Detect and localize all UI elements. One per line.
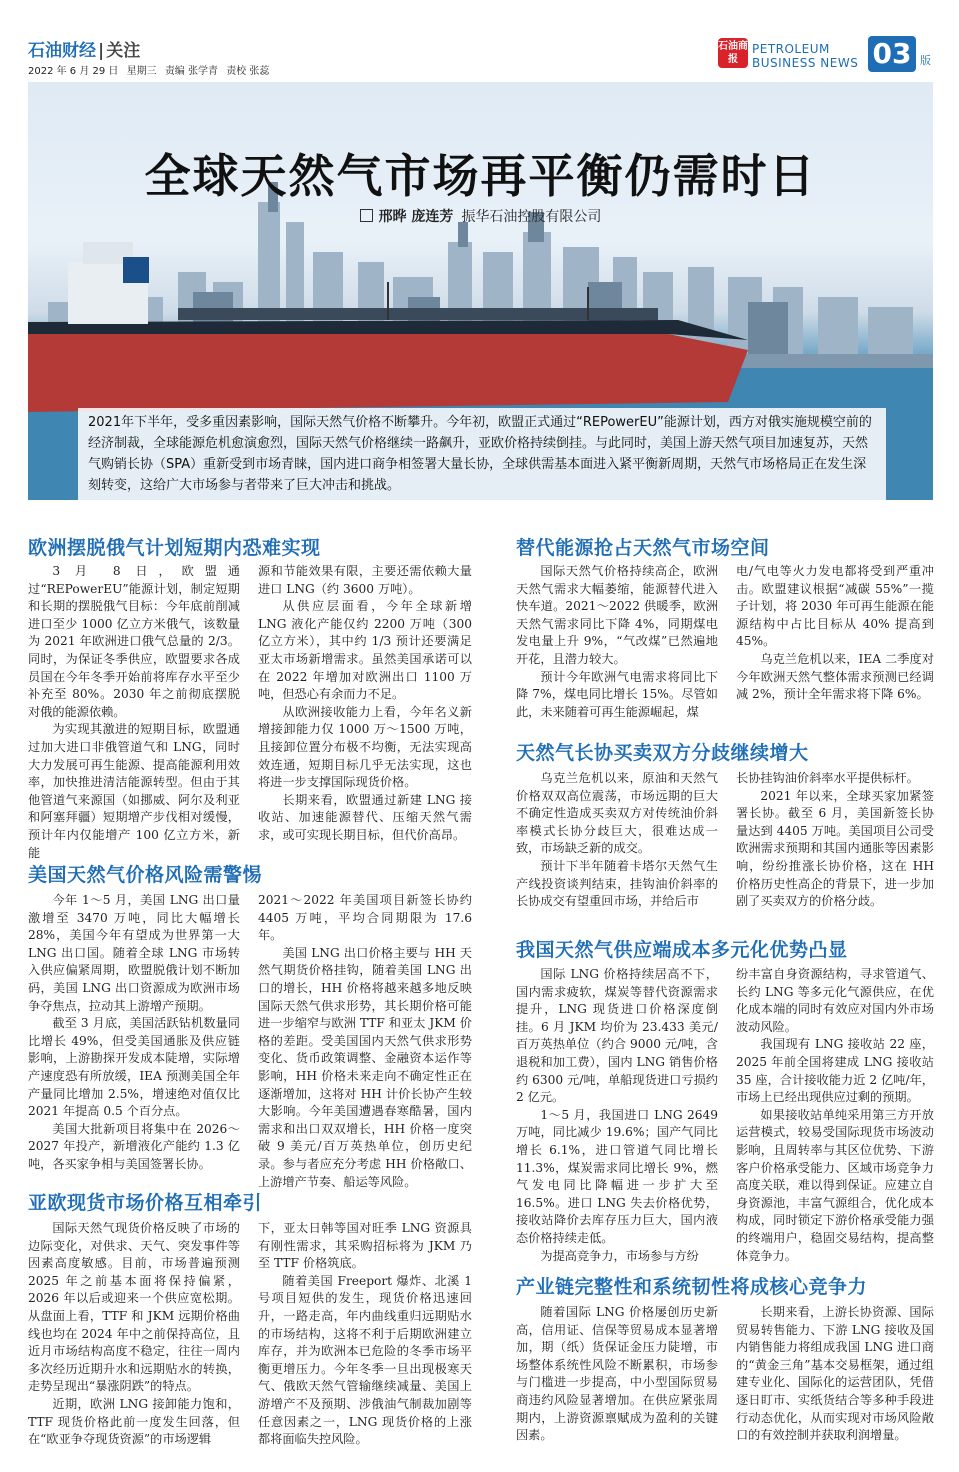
article-title: 全球天然气市场再平衡仍需时日 xyxy=(144,149,817,203)
paragraph: 随着国际 LNG 价格屡创历史新高，信用证、信保等贸易成本显著增加，期（纸）货保证金压力陡增，市场整体系统性风险不断累积，市场参与门槛进一步提高，中小型国际贸易商违约风险显著增加。在供应紧张周期内，上游资源禀赋成为盈利的关键因素。 xyxy=(516,1305,718,1443)
section-industry-chain-col2 xyxy=(736,1304,934,1445)
paragraph: 长协挂钩油价斜率水平提供标杆。 xyxy=(736,771,919,785)
paragraph: 美国大批新项目将集中在 2026～2027 年投产，新增液化产能约 1.3 亿吨，各买家争相与美国签署长协。 xyxy=(28,1121,240,1171)
section-substitution-col2 xyxy=(736,563,934,704)
section-spot-col2 xyxy=(258,1220,472,1449)
byline xyxy=(28,206,933,226)
paragraph: 2021～2022 年美国项目新签长协约 4405 万吨，平均合同期限为 17.6 年。 xyxy=(258,893,472,943)
lng-tanker xyxy=(28,242,748,412)
byline-box-icon xyxy=(360,209,373,222)
section-title-spot: 亚欧现货市场价格互相牵引 xyxy=(28,1192,263,1214)
section-title-us: 美国天然气价格风险需警惕 xyxy=(28,864,263,886)
section-contracts-col2 xyxy=(736,770,934,911)
paragraph: 截至 3 月底，美国活跃钻机数量同比增长 49%，但受美国通胀及供应链影响，上游勘探开发成本陡增，实际增产速度恐有所放缓，IEA 预测美国全年产量同比增加 2.5%，增速绝对值仅比 2021 年提高 0.5 个百分点。 xyxy=(28,1016,240,1119)
paragraph: 纷丰富自身资源结构，寻求管道气、长约 LNG 等多元化气源供应，在优化成本端的同时有效应对国内外市场波动风险。 xyxy=(736,967,934,1034)
paragraph: 源和节能效果有限，主要还需依赖大量进口 LNG（约 3600 万吨）。 xyxy=(258,564,472,596)
paragraph: 长期来看，欧盟通过新建 LNG 接收站、加速能源替代、压缩天然气需求，或可实现长期目标，但代价高昂。 xyxy=(258,792,472,842)
proofreader: 责校 张蕊 xyxy=(226,66,270,77)
paragraph: 如果接收站单纯采用第三方开放运营模式，较易受国际现货市场波动影响，且周转率与其区位优势、下游客户价格承受能力、区域市场竞争力高度关联，难以得到保证。应建立自身资源池，丰富气源组合，优化成本构成，同时锁定下游价格承受能力强的终端用户，稳固交易结构，提高整体竞争力。 xyxy=(736,1107,934,1263)
paragraph: 从供应层面看，今年全球新增 LNG 液化产能仅约 2200 万吨（300 亿立方米），其中约 1/3 预计还要满足亚太市场新增需求。虽然美国承诺可以在 2022 年增加对欧洲出口 1100 万吨，但恐心有余而力不足。 xyxy=(258,599,472,702)
page-suffix: 版 xyxy=(920,54,931,67)
section-label: 石油财经 | 关注 xyxy=(28,41,141,61)
section-china-supply-col2 xyxy=(736,966,934,1265)
paragraph: 国际天然气现货价格反映了市场的边际变化，对供求、天气、突发事件等因素高度敏感。目前，市场普遍预测 2025 年之前基本面将保持偏紧，2026 年以后或迎来一个供应宽松期。从盘面上看，TTF 和 JKM 远期价格曲线也均在 2024 年中之前保持高位，且近月市场结构高度不稳定，往往一周内多次经历近期升水和远期贴水的转换，走势呈现出“暴涨阴跌”的特点。 xyxy=(28,1221,240,1394)
newspaper-logo: 石油商报 xyxy=(718,38,748,68)
editor: 责编 张学青 xyxy=(164,66,218,77)
section-substitution-col1 xyxy=(516,563,718,721)
section-title-contracts: 天然气长协买卖双方分歧继续增大 xyxy=(516,742,809,764)
paragraph: 美国 LNG 出口价格主要与 HH 天然气期货价格挂钩，随着美国 LNG 出口的增长，HH 价格将越来越多地反映国际天然气供求形势，其长期价格可能进一步缩窄与欧洲 TTF 和亚太 JKM 价格的差距。受美国国内天然气供求形势变化、货币政策调整、金融资本运作等影响，HH 价格未来走向不确定性正在逐渐增加，这将对 HH 计价长协产生较大影响。今年美国遭遇春寒酷暑，国内需求和出口双双增长，HH 价格一度突破 9 美元/百万英热单位，创历史纪录。参与者应充分考虑 HH 价格敞口、上游增产节奏、船运等风险。 xyxy=(258,945,472,1189)
paragraph: 从欧洲接收能力上看，今年名义新增接卸能力仅 1000 万～1500 万吨，且接卸位置分布极不均衡，无法实现高效连通，短期目标几乎无法实现，这也将进一步支撑国际现货价格。 xyxy=(258,704,472,790)
weekday: 星期三 xyxy=(126,66,157,77)
paragraph: 1～5 月，我国进口 LNG 2649 万吨，同比减少 19.6%；国产气同比增长 6.1%，进口管道气同比增长 11.3%，煤炭需求同比增长 9%，燃气发电同比降幅进一步扩大至 16.5%。进口 LNG 失去价格优势，接收站降价去库存压力巨大，国内液态价格持续走低。 xyxy=(516,1107,718,1245)
paragraph: 预计今年欧洲气电需求将同比下降 7%，煤电同比增长 15%。尽管如此，未来随着可再生能源崛起，煤 xyxy=(516,669,718,719)
paragraph: 下，亚太日韩等国对旺季 LNG 资源具有刚性需求，其采购招标将为 JKM 乃至 TTF 价格筑底。 xyxy=(258,1221,472,1271)
paragraph: 随着美国 Freeport 爆炸、北溪 1 号项目短供的发生，现货价格迅速回升，一路走高，年内曲线重归远期贴水的市场结构，这将不利于后期欧洲建立库存，并为欧洲本已危险的冬季市场平衡更增压力。今年冬季一旦出现极寒天气、俄欧天然气管输继续减量、美国上游增产不及预期、涉俄油气制裁加剧等任意因素之一，LNG 现货价格的上涨都将面临失控风险。 xyxy=(258,1273,472,1447)
paragraph: 国际 LNG 价格持续居高不下，国内需求疲软，煤炭等替代资源需求提升，LNG 现货进口价格深度倒挂。6 月 JKM 均价为 23.433 美元/百万英热单位（约合 9000 元/吨，含退税和加工费），国内 LNG 销售价格约 6300 元/吨，单船现货进口亏损约 2 亿元。 xyxy=(516,967,718,1105)
page-number: 03 xyxy=(868,36,916,72)
section-title-substitution: 替代能源抢占天然气市场空间 xyxy=(516,537,770,559)
section-spot-col1 xyxy=(28,1220,240,1449)
paragraph: 2021 年以来，全球买家加紧签署长协。截至 6 月，美国新签长协量达到 4405 万吨。美国项目公司受欧洲需求预期和其国内通胀等因素影响，纷纷推涨长协价格，这在 HH 价格历史性高企的背景下，进一步加剧了买卖双方的价格分歧。 xyxy=(736,788,934,909)
dateline xyxy=(28,62,274,77)
paragraph: 预计下半年随着卡塔尔天然气生产线投资谈判结束，挂钩油价斜率的长协成交有望重回市场，并给后市 xyxy=(516,858,718,909)
paragraph: 近期，欧洲 LNG 接卸能力饱和，TTF 现货价格此前一度发生回落，但在“欧亚争夺现货资源”的市场逻辑 xyxy=(28,1396,240,1447)
page-header xyxy=(0,0,959,78)
section-industry-chain-col1 xyxy=(516,1304,718,1445)
paragraph: 今年 1～5 月，美国 LNG 出口量激增至 3470 万吨，同比大幅增长 28%，美国今年有望成为世界第一大 LNG 出口国。随着全球 LNG 市场转入供应偏紧周期，欧盟脱俄计划不断加码，美国 LNG 出口资源成为欧洲市场争夺焦点，拉动其上游增产预期。 xyxy=(28,893,240,1013)
paragraph: 乌克兰危机以来，原油和天然气价格双双高位震荡，市场远期的巨大不确定性造成买卖双方对传统油价斜率模式长协分歧巨大，很难达成一致，市场缺乏新的成交。 xyxy=(516,771,718,856)
paragraph: 长期来看，上游长协资源、国际贸易转售能力、下游 LNG 接收及国内销售能力将组成我国 LNG 进口商的“黄金三角”基本交易框架，通过组建专业化、国际化的运营团队，凭借逐日盯市、实纸货结合等多种手段进行动态优化，从而实现对市场风险敞口的有效控制并获取利润增量。 xyxy=(736,1305,934,1443)
section-title-industry-chain: 产业链完整性和系统韧性将成核心竞争力 xyxy=(516,1276,868,1298)
affiliation: 振华石油控股有限公司 xyxy=(461,209,602,225)
section-us-col2 xyxy=(258,892,472,1191)
section-europe-col1 xyxy=(28,563,240,862)
authors: 邢晔 庞连芳 xyxy=(378,209,454,225)
paragraph: 国际天然气价格持续高企，欧洲天然气需求大幅萎缩，能源替代进入快车道。2021～2022 供暖季，欧洲天然气需求同比下降 4%，同期煤电发电量上升 9%，“气改煤”已然遍地开花，且潜力较大。 xyxy=(516,564,718,666)
section-title-europe: 欧洲摆脱俄气计划短期内恐难实现 xyxy=(28,537,321,559)
paragraph: 乌克兰危机以来，IEA 二季度对今年欧洲天然气整体需求预测已经调减 2%，预计全年需求将下降 6%。 xyxy=(736,651,934,702)
section-us-col1 xyxy=(28,892,240,1174)
section-china-supply-col1 xyxy=(516,966,718,1265)
section-europe-col2 xyxy=(258,563,472,845)
paragraph: 为实现其激进的短期目标，欧盟通过加大进口非俄管道气和 LNG，同时大力发展可再生能源、提高能源利用效率，加快推进清洁能源转型。但由于其他管道气来源国（如挪威、阿尔及利亚和阿塞拜疆）短期增产步伐相对缓慢，预计年内仅能增产 100 亿立方米，新能 xyxy=(28,722,240,860)
paragraph: 电/气电等火力发电都将受到严重冲击。欧盟建议根据“减碳 55%”一揽子计划，将 2030 年可再生能源在能源结构中占比目标从 40% 提高到 45%。 xyxy=(736,564,934,649)
lead-paragraph: 2021年下半年，受多重因素影响，国际天然气价格不断攀升。今年初，欧盟正式通过“REPowerEU”能源计划，西方对俄实施规模空前的经济制裁，全球能源危机愈演愈烈，国际天然气价格继续一路飙升，亚欧价格持续倒挂。与此同时，美国上游天然气项目加速复苏，天然气购销长协（SPA）重新受到市场青睐，国内进口商争相签署大量长协，全球供需基本面进入紧平衡新周期，天然气市场格局正在发生深刻转变，这给广大市场参与者带来了巨大冲击和挑战。 xyxy=(78,408,886,502)
issue-date: 2022 年 6 月 29 日 xyxy=(28,66,119,77)
paragraph: 为提高竞争力，市场参与方纷 xyxy=(540,1248,699,1263)
paragraph: 我国现有 LNG 接收站 22 座，2025 年前全国将建成 LNG 接收站 35 座，合计接收能力近 2 亿吨/年，市场上已经出现供应过剩的预期。 xyxy=(736,1037,934,1105)
paragraph: 3 月 8 日，欧盟通过“REPowerEU”能源计划，制定短期和长期的摆脱俄气目标：今年底前削减进口至少 1000 亿立方米俄气，该数量为 2021 年欧洲进口俄气总量的 2/3。同时，为保证冬季供应，欧盟要求各成员国在今年冬季开始前将库存水平至少补充至 80%。2030 年之前彻底摆脱对俄的能源依赖。 xyxy=(28,564,240,719)
brand-name: PETROLEUM BUSINESS NEWS xyxy=(752,42,859,70)
section-title-china-supply: 我国天然气供应端成本多元化优势凸显 xyxy=(516,939,848,961)
section-contracts-col1 xyxy=(516,770,718,911)
